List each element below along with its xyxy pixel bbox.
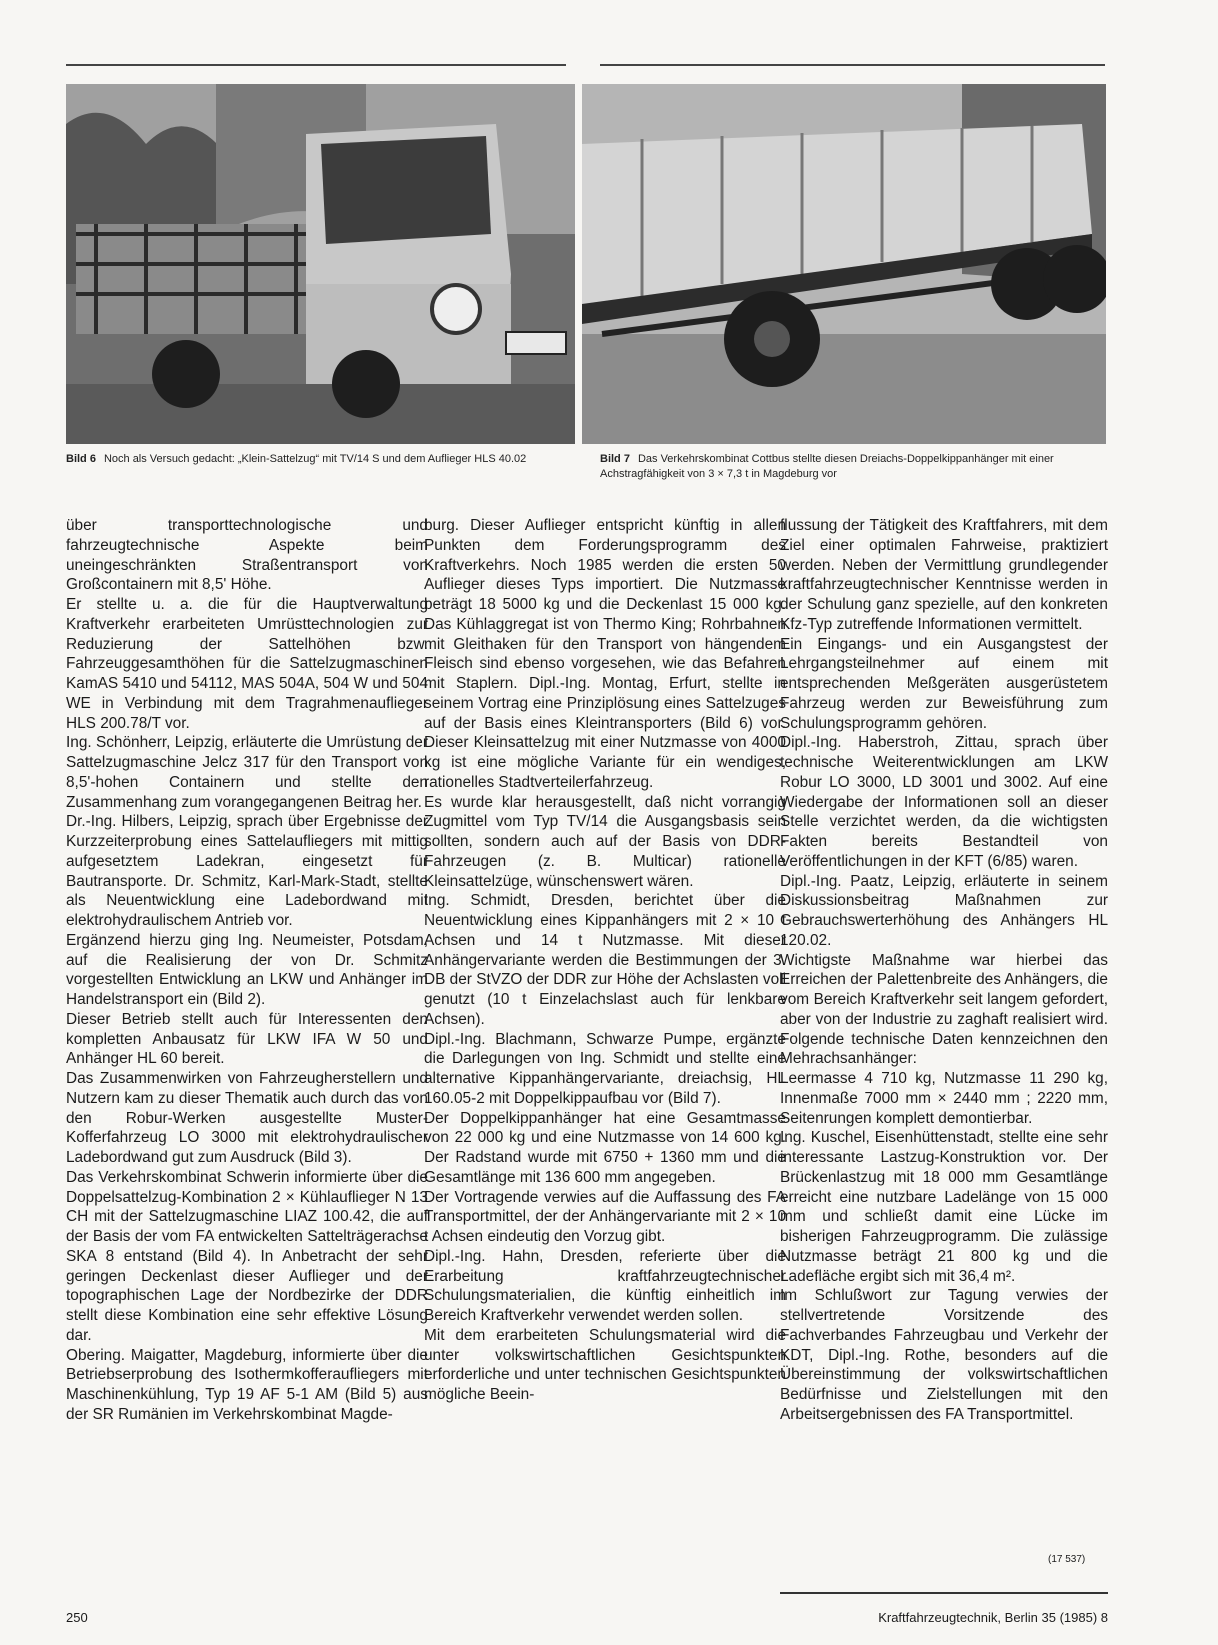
- caption-bild-7: [600, 452, 1105, 482]
- paragraph: Ing. Schmidt, Dresden, berichtet über die Neuentwicklung eines Kippanhängers mit 2 × 10 t Achsen und 14 t Nutzmasse. Mit dieser Anhängervariante werden die Bestimmungen der 3. DB der StVZO der DDR zur Höhe der Achslasten voll genutzt (10 t Einzelachslast auch für lenkbare Achsen).: [424, 892, 786, 1028]
- paragraph: Ergänzend hierzu ging Ing. Neumeister, Potsdam, auf die Realisierung der von Dr. Schmitz vorgestellten Entwicklung an LKW und Anhänger im Handelstransport ein (Bild 2).: [66, 931, 428, 1008]
- paragraph: Mit dem erarbeiteten Schulungsmaterial wird die unter volkswirtschaftlichen Gesichtspunkten erforderliche und unter technischen Gesichtspunkten mögliche Beein-: [424, 1326, 786, 1403]
- paragraph: Das Verkehrskombinat Schwerin informierte über die Doppelsattelzug-Kombination 2 × Kühlauflieger N 13 CH mit der Sattelzugmaschine LIAZ 100.42, die auf der Basis der vom FA entwickelten Sattelträgerachse SKA 8 entstand (Bild 4). In Anbetracht der sehr geringen Deckenlast dieser Auflieger und der topographischen Lage der Nordbezirke der DDR stellt diese Kombination eine sehr effektive Lösung dar.: [66, 1168, 428, 1344]
- paragraph: Dipl.-Ing. Paatz, Leipzig, erläuterte in seinem Diskussionsbeitrag Maßnahmen zur Gebrauchswerterhöhung des Anhängers HL 120.02.: [780, 872, 1108, 949]
- paragraph: Der Vortragende verwies auf die Auffassung des FA Transportmittel, der der Anhängervariante mit 2 × 10 t Achsen eindeutig den Vorzug gibt.: [424, 1188, 786, 1245]
- caption-bild-6: [66, 452, 575, 467]
- paragraph: Wichtigste Maßnahme war hierbei das Erreichen der Palettenbreite des Anhängers, die vom Bereich Kraftverkehr seit langem gefordert, aber von der Industrie zu zaghaft realisiert wird. Folgende technische Daten kennzeichnen den Mehrachsanhänger:: [780, 951, 1108, 1068]
- paragraph: Der Doppelkippanhänger hat eine Gesamtmasse von 22 000 kg und eine Nutzmasse von 14 600 kg. Der Radstand wurde mit 6750 + 1360 mm und die Gesamtlänge mit 136 600 mm angegeben.: [424, 1109, 786, 1186]
- paragraph: Ing. Kuschel, Eisenhüttenstadt, stellte eine sehr interessante Lastzug-Konstruktion vor. Der Brückenlastzug mit 18 000 mm Gesamtlänge erreicht eine nutzbare Ladelänge von 15 000 mm und schließt damit eine Lücke im bisherigen Fahrzeugprogramm. Die zulässige Nutzmasse beträgt 21 800 kg und die Ladefläche ergibt sich mit 36,4 m².: [780, 1129, 1108, 1285]
- paragraph: Dipl.-Ing. Haberstroh, Zittau, sprach über technische Weiterentwicklungen am LKW Robur LO 3000, LD 3001 und 3002. Auf eine Wiedergabe der Informationen soll an dieser Stelle verzichtet werden, da die wichtigsten Fakten bereits Bestandteil von Veröffentlichungen in der KFT (6/85) waren.: [780, 734, 1108, 870]
- paragraph: Dipl.-Ing. Blachmann, Schwarze Pumpe, ergänzte die Darlegungen von Ing. Schmidt und stellte eine alternative Kippanhängervariante, dreiachsig, HL 160.05-2 mit Doppelkippaufbau vor (Bild 7).: [424, 1030, 786, 1107]
- text-column-2: [424, 516, 786, 1405]
- paragraph: Ein Eingangs- und ein Ausgangstest der Lehrgangsteilnehmer auf einem mit entsprechenden Meßgeräten ausgerüstetem Fahrzeug werden zur Beweisführung zum Schulungsprogramm gehören.: [780, 635, 1108, 732]
- text-column-3: [780, 516, 1108, 1425]
- caption-text: Das Verkehrskombinat Cottbus stellte diesen Dreiachs-Doppelkippanhänger mit einer Achstragfähigkeit von 3 × 7,3 t in Magdeburg vor: [600, 453, 1054, 480]
- top-rule-left: [66, 64, 566, 66]
- text-column-1: [66, 516, 428, 1425]
- column-end-rule: [780, 1592, 1108, 1594]
- photo-bild-7: [582, 84, 1106, 444]
- paragraph: Es wurde klar herausgestellt, daß nicht vorrangig Zugmittel vom Typ TV/14 die Ausgangsbasis sein sollten, sondern auch auf der Basis von DDR-Fahrzeugen (z. B. Multicar) rationelle Kleinsattelzüge, wünschenswert wären.: [424, 793, 786, 890]
- paragraph: Obering. Maigatter, Magdeburg, informierte über die Betriebserprobung des Isothermkofferaufliegers mit Maschinenkühlung, Typ 19 AF 5-1 AM (Bild 5) aus der SR Rumänien im Verkehrskombinat Magde-: [66, 1346, 428, 1423]
- caption-label: Bild 7: [600, 453, 630, 465]
- paragraph: flussung der Tätigkeit des Kraftfahrers, mit dem Ziel einer optimalen Fahrweise, praktiziert werden. Neben der Vermittlung grundlegender kraftfahrzeugtechnischer Kenntnisse werden in der Schulung ganz spezielle, auf den konkreten Kfz-Typ zutreffende Informationen vermittelt.: [780, 517, 1108, 633]
- paragraph: Dr.-Ing. Hilbers, Leipzig, sprach über Ergebnisse der Kurzzeiterprobung eines Sattelaufliegers mit mittig aufgesetztem Ladekran, eingesetzt für Bautransporte. Dr. Schmitz, Karl-Mark-Stadt, stellte als Neuentwicklung eine Ladebordwand mit elektrohydraulischem Antrieb vor.: [66, 813, 428, 929]
- paragraph: Ing. Schönherr, Leipzig, erläuterte die Umrüstung der Sattelzugmaschine Jelcz 317 für den Transport von 8,5'-hohen Containern und stellte den Zusammenhang zum vorangegangenen Beitrag her.: [66, 734, 428, 811]
- journal-reference: Kraftfahrzeugtechnik, Berlin 35 (1985) 8: [878, 1610, 1108, 1625]
- paragraph: Im Schlußwort zur Tagung verwies der stellvertretende Vorsitzende des Fachverbandes Fahrzeugbau und Verkehr der KDT, Dipl.-Ing. Rothe, besonders auf die Übereinstimmung der volkswirtschaftlichen Bedürfnisse und Zielstellungen mit den Arbeitsergebnissen des FA Transportmittel.: [780, 1287, 1108, 1423]
- paragraph: Leermasse 4 710 kg, Nutzmasse 11 290 kg, Innenmaße 7000 mm × 2440 mm ; 2220 mm, Seitenrungen komplett demontierbar.: [780, 1070, 1108, 1127]
- paragraph: Dipl.-Ing. Hahn, Dresden, referierte über die Erarbeitung kraftfahrzeugtechnischer Schulungsmaterialien, die künftig einheitlich im Bereich Kraftverkehr verwendet werden sollen.: [424, 1247, 786, 1324]
- paragraph: Dieser Betrieb stellt auch für Interessenten den kompletten Anbausatz für LKW IFA W 50 und Anhänger HL 60 bereit.: [66, 1010, 428, 1068]
- paragraph: Das Zusammenwirken von Fahrzeugherstellern und Nutzern kam zu dieser Thematik auch durch das von den Robur-Werken ausgestellte Muster-Kofferfahrzeug LO 3000 mit elektrohydraulischer Ladebordwand gut zum Ausdruck (Bild 3).: [66, 1070, 428, 1166]
- paragraph: burg. Dieser Auflieger entspricht künftig in allen Punkten dem Forderungsprogramm des Kraftverkehrs. Noch 1985 werden die ersten 50 Auflieger dieses Typs importiert. Die Nutzmasse beträgt 18 5000 kg und die Deckenlast 15 000 kg. Das Kühlaggregat ist von Thermo King; Rohrbahnen mit Gleithaken für den Transport von hängendem Fleisch sind ebenso vorgesehen, wie das Befahren mit Staplern. Dipl.-Ing. Montag, Erfurt, stellte in seinem Vortrag eine Prinziplösung eines Sattelzuges auf der Basis eines Kleintransporters (Bild 6) vor. Dieser Kleinsattelzug mit einer Nutzmasse von 4000 kg ist eine mögliche Variante für ein wendiges, rationelles Stadtverteilerfahrzeug.: [424, 517, 786, 791]
- top-rule-right: [600, 64, 1105, 66]
- caption-label: Bild 6: [66, 453, 96, 465]
- caption-text: Noch als Versuch gedacht: „Klein-Sattelzug“ mit TV/14 S und dem Auflieger HLS 40.02: [103, 453, 527, 465]
- paragraph: über transporttechnologische und fahrzeugtechnische Aspekte beim uneingeschränkten Straßentransport von Großcontainern mit 8,5' Höhe.: [66, 517, 428, 594]
- paragraph: Er stellte u. a. die für die Hauptverwaltung Kraftverkehr erarbeiteten Umrüsttechnologien zur Reduzierung der Sattelhöhen bzw. Fahrzeuggesamthöhen für die Sattelzugmaschinen KamAS 5410 und 54112, MAS 504A, 504 W und 504 WE in Verbindung mit dem Tragrahmenauflieger HLS 200.78/T vor.: [66, 596, 428, 732]
- photo-bild-6: [66, 84, 575, 444]
- article-code: (17 537): [1048, 1554, 1086, 1565]
- page-number: 250: [66, 1610, 88, 1625]
